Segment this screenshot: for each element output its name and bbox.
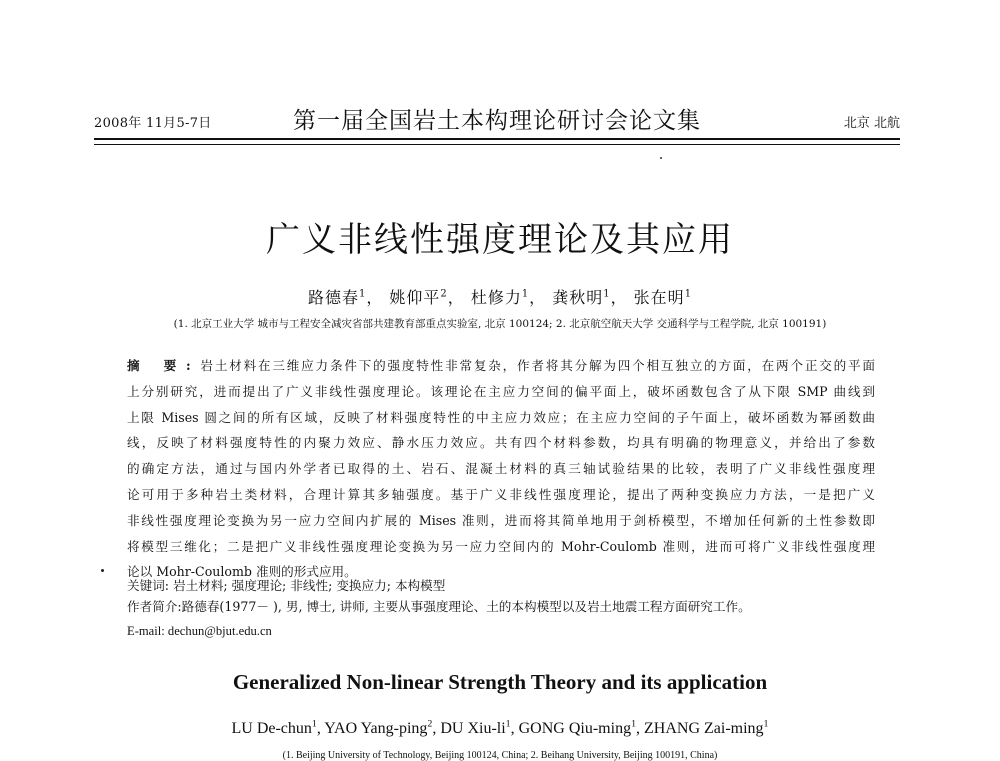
abstract-line: 摘 要:岩土材料在三维应力条件下的强度特性非常复杂，作者将其分解为四个相互独立的方面，在两个正交的平面 (127, 358, 875, 373)
author-en: GONG Qiu-ming$^1$ (518, 718, 637, 737)
abstract-cn (127, 353, 875, 585)
abstract-line: 线，反映了材料强度特性的内聚力效应、静水压力效应。共有四个材料参数，均具有明确的物理意义，并给出了参数 (127, 435, 875, 451)
author-cn: 杜修力$^1$ (470, 288, 530, 307)
author-cn: 张在明$^1$ (633, 288, 692, 307)
author-en: YAO Yang-ping$^2$ (324, 718, 433, 737)
abstract-line: 论以 Mohr-Coulomb 准则的形式应用。 (127, 564, 357, 580)
header-rule-thick (94, 138, 900, 140)
keywords-text: 岩土材料; 强度理论; 非线性; 变换应力; 本构模型 (173, 578, 446, 593)
abstract-line: 上限 Mises 圆之间的所有区域，反映了材料强度特性的中主应力效应；在主应力空间的子午面上，破坏函数为幂函数曲 (127, 409, 875, 425)
keywords-label: 关键词: (127, 578, 170, 593)
abstract-line: 的确定方法，通过与国内外学者已取得的土、岩石、混凝土材料的真三轴试验结果的比较，表明了广义非线性强度理 (127, 461, 875, 477)
header-date: 2008年 11月5-7日 (94, 116, 212, 131)
running-header (94, 102, 900, 134)
header-location: 北京 北航 (843, 116, 900, 131)
author-email: E-mail: dechun@bjut.edu.cn (127, 624, 272, 638)
author-bio (127, 596, 751, 615)
authors-cn: 路德春$^1$， 姚仰平$^2$， 杜修力$^1$， 龚秋明$^1$， 张在明$^1$ (307, 288, 692, 307)
scan-speck (660, 157, 662, 159)
authors-en: LU De-chun$^1$, YAO Yang-ping$^2$, DU Xiu-$li^1$, GONG Qiu-ming$^1$, ZHANG Zai-ming$^1$ (231, 718, 769, 737)
author-cn: 姚仰平$^2$ (389, 288, 448, 307)
header-proceedings-title: 第一届全国岩土本构理论研讨会论文集 (293, 108, 701, 134)
paper-title-cn: 广义非线性强度理论及其应用 (266, 220, 734, 260)
author-cn: 龚秋明$^1$ (552, 288, 611, 307)
abstract-line: 将模型三维化；二是把广义非线性强度理论变换为另一应力空间内的 Mohr-Coulomb 准则，进而可将广义非线性强度理 (127, 538, 875, 554)
abstract-line: 论可用于多种岩土类材料，合理计算其多轴强度。基于广义非线性强度理论，提出了两种变换应力方法，一是把广义 (127, 486, 875, 502)
affiliation-en: (1. Beijing University of Technology, Beijing 100124, China; 2. Beihang University, Beijing 100191, China) (282, 750, 718, 761)
abstract-line: 上分别研究，进而提出了广义非线性强度理论。该理论在主应力空间的偏平面上，破坏函数包含了从下限 SMP 曲线到 (127, 383, 875, 399)
header-rule-thin (94, 144, 900, 145)
paper-title-en: Generalized Non-linear Strength Theory and its application (232, 670, 768, 694)
scan-dot (101, 569, 104, 572)
author-cn: 路德春$^1$ (307, 288, 367, 307)
author-en: LU De-chun$^1$ (231, 718, 317, 737)
author-en: DU Xiu-$li^1$ (440, 718, 511, 737)
abstract-label: 摘 要: (127, 358, 199, 373)
author-en: ZHANG Zai-ming$^1$ (644, 718, 769, 737)
keywords-cn (127, 575, 445, 594)
bio-text: 路德春(1977－ ), 男, 博士, 讲师, 主要从事强度理论、土的本构模型以及岩土地震工程方面研究工作。 (181, 599, 751, 614)
affiliation-cn: (1. 北京工业大学 城市与工程安全减灾省部共建教育部重点实验室, 北京 100124; 2. 北京航空航天大学 交通科学与工程学院, 北京 100191) (173, 318, 827, 330)
bio-label: 作者简介: (127, 599, 182, 614)
abstract-line: 非线性强度理论变换为另一应力空间内扩展的 Mises 准则，进而将其简单地用于剑桥模型，不增加任何新的土性参数即 (127, 512, 875, 528)
